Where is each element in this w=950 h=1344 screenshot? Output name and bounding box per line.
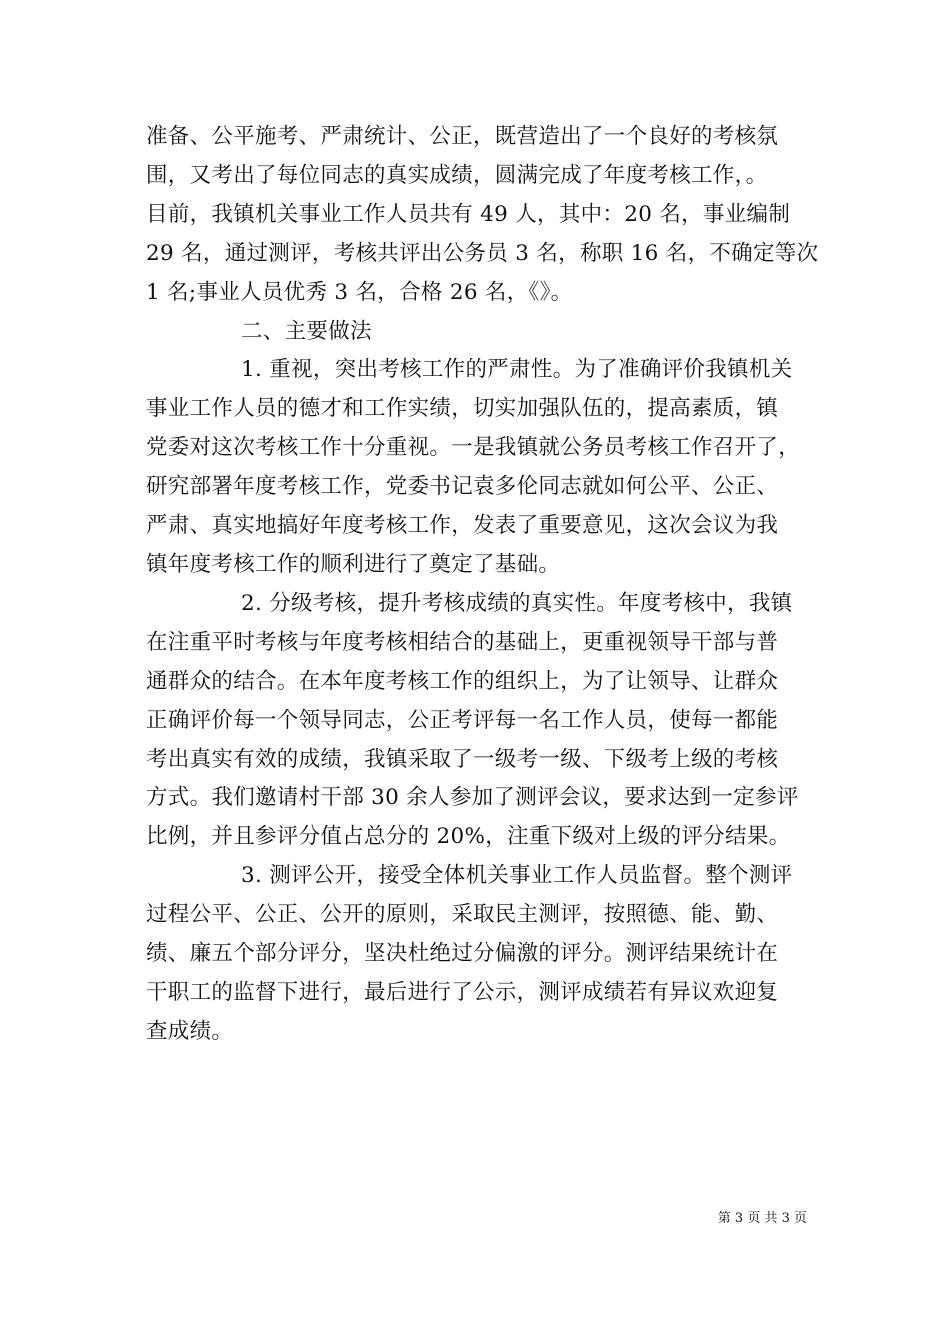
text-line: 2. 分级考核，提升考核成绩的真实性。年度考核中，我镇 xyxy=(241,590,793,616)
text-line: 在注重平时考核与年度考核相结合的基础上，更重视领导干部与普 xyxy=(146,629,779,655)
text-line: 研究部署年度考核工作，党委书记袁多伦同志就如何公平、公正、 xyxy=(146,474,779,500)
text-line: 镇年度考核工作的顺利进行了奠定了基础。 xyxy=(146,551,561,577)
text-line: 干职工的监督下进行，最后进行了公示，测评成绩若有异议欢迎复 xyxy=(146,979,779,1005)
text-line: 3. 测评公开，接受全体机关事业工作人员监督。整个测评 xyxy=(241,863,793,889)
text-line: 围，又考出了每位同志的真实成绩，圆满完成了年度考核工作，。 xyxy=(146,162,768,188)
text-line: 方式。我们邀请村干部 30 余人参加了测评会议，要求达到一定参评 xyxy=(146,785,799,811)
text-line: 二、主要做法 xyxy=(241,318,372,344)
text-line: 绩、廉五个部分评分，坚决杜绝过分偏激的评分。测评结果统计在 xyxy=(146,941,779,967)
text-line: 过程公平、公正、公开的原则，采取民主测评，按照德、能、勤、 xyxy=(146,902,779,928)
text-line: 29 名，通过测评，考核共评出公务员 3 名，称职 16 名，不确定等次 xyxy=(146,240,819,266)
page-number-footer: 第 3 页 共 3 页 xyxy=(717,1211,807,1226)
text-line: 准备、公平施考、严肃统计、公正，既营造出了一个良好的考核氛 xyxy=(146,124,779,149)
document-body xyxy=(146,118,819,1052)
text-line: 目前，我镇机关事业工作人员共有 49 人，其中：20 名，事业编制 xyxy=(146,201,791,227)
text-line: 比例，并且参评分值占总分的 20%，注重下级对上级的评分结果。 xyxy=(146,824,791,850)
text-line: 1. 重视，突出考核工作的严肃性。为了准确评价我镇机关 xyxy=(241,357,793,383)
text-line: 事业工作人员的德才和工作实绩，切实加强队伍的，提高素质，镇 xyxy=(146,396,779,422)
text-line: 严肃、真实地搞好年度考核工作，发表了重要意见，这次会议为我 xyxy=(146,513,779,539)
text-line: 通群众的结合。在本年度考核工作的组织上，为了让领导、让群众 xyxy=(146,668,779,694)
text-line: 1 名;事业人员优秀 3 名，合格 26 名，《》。 xyxy=(146,279,573,305)
text-line: 查成绩。 xyxy=(146,1018,234,1044)
text-line: 正确评价每一个领导同志，公正考评每一名工作人员，使每一都能 xyxy=(146,707,779,733)
text-line: 考出真实有效的成绩，我镇采取了一级考一级、下级考上级的考核 xyxy=(146,746,779,772)
text-line: 党委对这次考核工作十分重视。一是我镇就公务员考核工作召开了， xyxy=(146,435,801,461)
